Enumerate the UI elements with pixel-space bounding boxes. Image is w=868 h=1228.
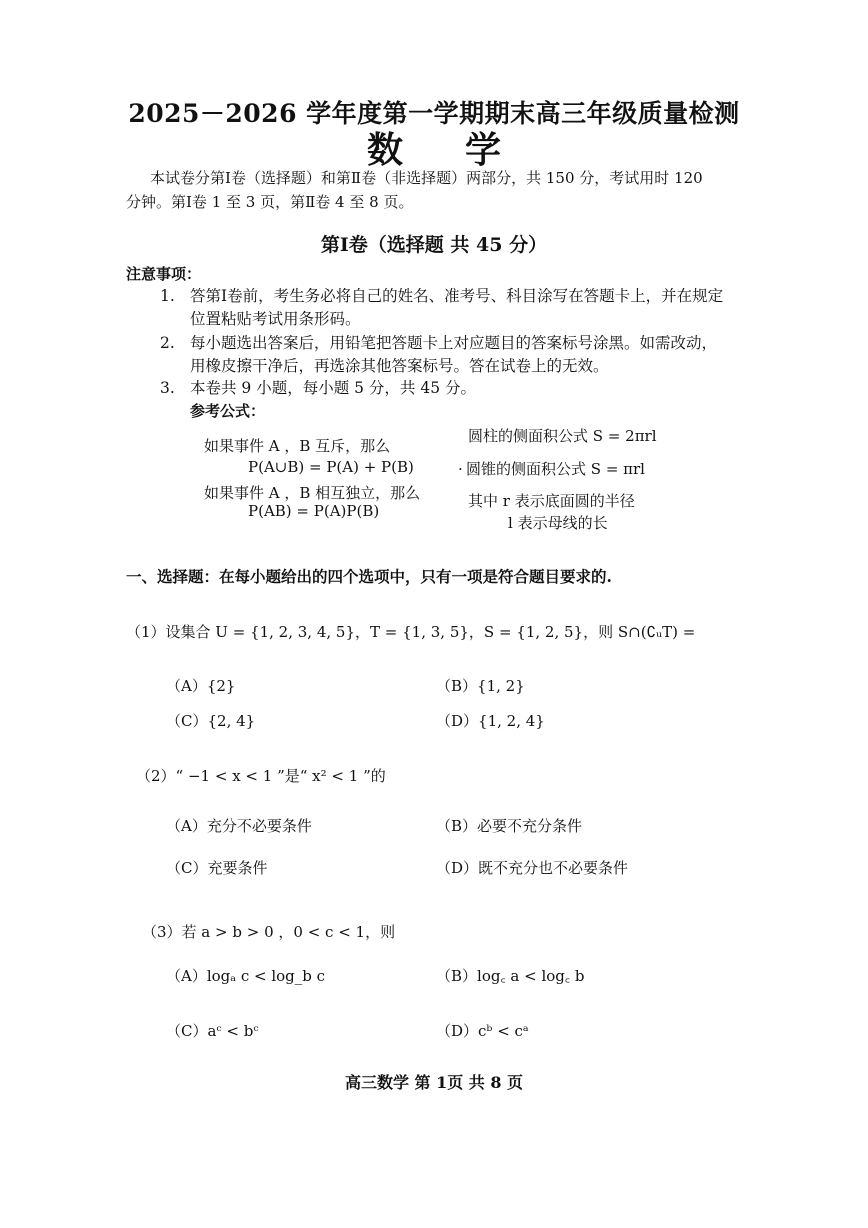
- part-1-title: 一、选择题：在每小题给出的四个选项中，只有一项是符合题目要求的.: [126, 567, 612, 586]
- notice-item-1: [160, 284, 723, 306]
- question-3-option-a: （A）logₐ c < log_b c: [166, 967, 326, 985]
- page-footer: 高三数学 第 1页 共 8 页: [344, 1073, 524, 1092]
- question-1-option-b: （B）{1, 2}: [436, 677, 525, 695]
- notice-item-number: 1.: [160, 287, 175, 305]
- question-2-option-a: （A）充分不必要条件: [166, 817, 312, 835]
- question-1-stem: （1）设集合 U = {1, 2, 3, 4, 5}，T = {1, 3, 5}，S = {1, 2, 5}，则 S∩(∁ᵤT) =: [126, 623, 696, 641]
- notice-heading: 注意事项：: [126, 265, 202, 283]
- question-2-stem: （2）“ −1 < x < 1 ”是“ x² < 1 ”的: [136, 767, 386, 785]
- formula-right-3: 其中 r 表示底面圆的半径: [468, 492, 635, 510]
- notice-item-text: 答第Ⅰ卷前，考生务必将自己的姓名、准考号、科目涂写在答题卡上，并在规定: [190, 287, 724, 305]
- notice-item-1-cont: 位置粘贴考试用条形码。: [190, 310, 361, 328]
- notice-item-3: [160, 376, 476, 398]
- formula-right-2: [458, 458, 645, 479]
- formula-heading: 参考公式：: [190, 402, 266, 420]
- formula-left-3: 如果事件 A ，B 相互独立，那么: [204, 484, 421, 502]
- formula-left-2: P(A∪B) = P(A) + P(B): [248, 458, 414, 476]
- question-2-option-c: （C）充要条件: [166, 859, 268, 877]
- formula-right-2-text: 圆锥的侧面积公式 S = πrl: [466, 460, 645, 478]
- subject-title: 数学: [366, 129, 563, 171]
- notice-item-2: [160, 331, 717, 353]
- notice-item-2-cont: 用橡皮擦干净后，再选涂其他答案标号。答在试卷上的无效。: [190, 357, 609, 375]
- question-1-option-d: （D）{1, 2, 4}: [436, 712, 545, 730]
- formula-right-1: 圆柱的侧面积公式 S = 2πrl: [468, 427, 657, 445]
- question-1-option-a: （A）{2}: [166, 677, 236, 695]
- formula-left-1: 如果事件 A ，B 互斥，那么: [204, 437, 391, 455]
- intro-line-2: 分钟。第Ⅰ卷 1 至 3 页，第Ⅱ卷 4 至 8 页。: [126, 193, 414, 211]
- notice-item-text: 本卷共 9 小题，每小题 5 分，共 45 分。: [190, 379, 477, 397]
- notice-item-number: 2.: [160, 334, 175, 352]
- question-3-stem: （3）若 a > b > 0 ，0 < c < 1，则: [142, 923, 396, 941]
- notice-item-number: 3.: [160, 379, 175, 397]
- question-3-option-d: （D）cᵇ < cᵃ: [436, 1022, 529, 1040]
- question-1-option-c: （C）{2, 4}: [166, 712, 256, 730]
- question-3-option-b: （B）log꜀ a < log꜀ b: [436, 967, 585, 985]
- section-1-title: 第Ⅰ卷（选择题 共 45 分）: [320, 234, 548, 256]
- question-3-option-c: （C）aᶜ < bᶜ: [166, 1022, 259, 1040]
- question-2-option-d: （D）既不充分也不必要条件: [436, 859, 629, 877]
- formula-right-4: l 表示母线的长: [508, 514, 608, 532]
- bullet-dot: ·: [458, 460, 463, 478]
- intro-line-1: 本试卷分第Ⅰ卷（选择题）和第Ⅱ卷（非选择题）两部分，共 150 分，考试用时 120: [150, 169, 703, 187]
- notice-item-text: 每小题选出答案后，用铅笔把答题卡上对应题目的答案标号涂黑。如需改动，: [190, 334, 718, 352]
- formula-left-4: P(AB) = P(A)P(B): [248, 502, 380, 520]
- question-2-option-b: （B）必要不充分条件: [436, 817, 583, 835]
- exam-title: 2025－2026 学年度第一学期期末高三年级质量检测: [128, 99, 740, 128]
